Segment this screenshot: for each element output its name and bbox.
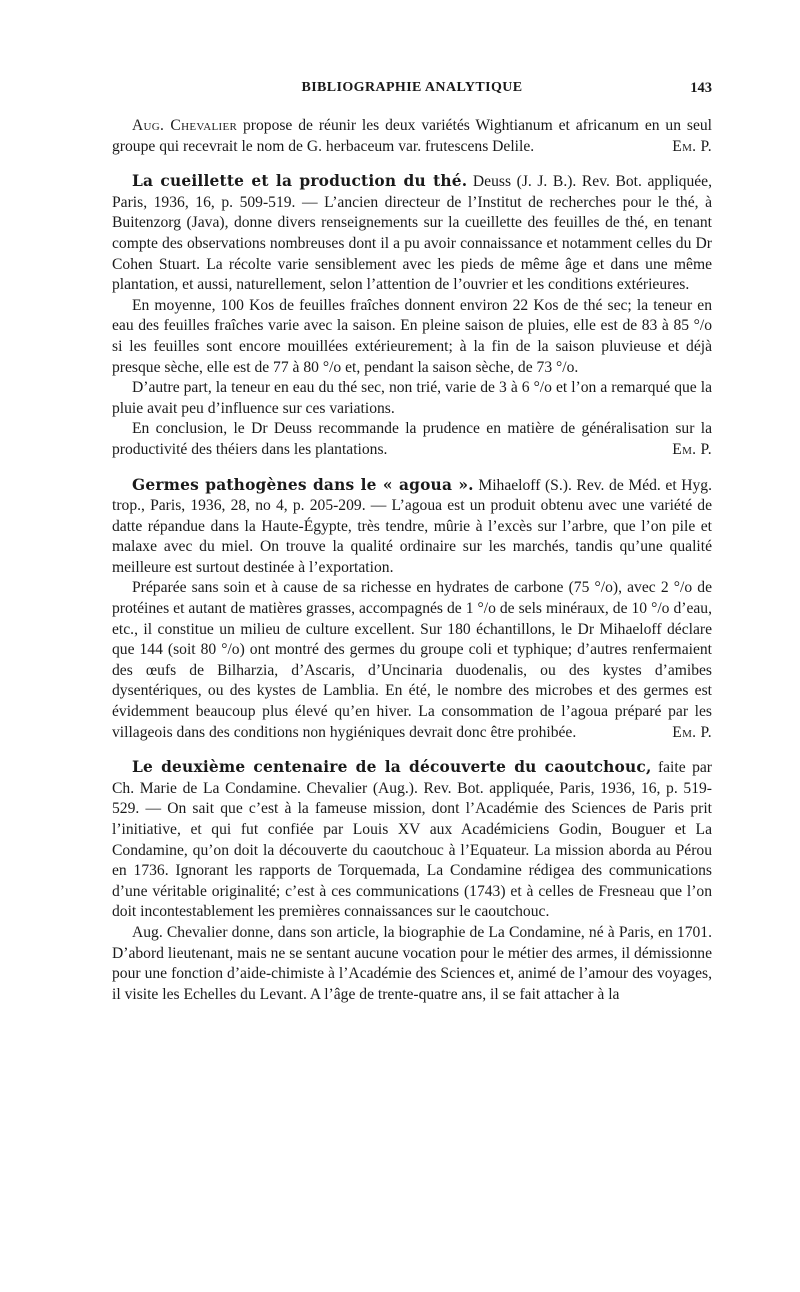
intro-text: propose de réunir les deux variétés Wightianum et africanum en un seul groupe qui recevrait le nom de G. herbaceum var. frutescens Delile.: [112, 117, 712, 155]
entry1-first-paragraph: [112, 171, 712, 296]
entry1-last-paragraph: [112, 419, 712, 460]
entry2-last-paragraph: [112, 578, 712, 743]
entry1-citation: Deuss (J. J. B.). Rev. Bot. appliquée, Paris, 1936, 16, p. 509-519.: [112, 173, 713, 211]
entry2-citation: Mihaeloff (S.). Rev. de Méd. et Hyg. trop., Paris, 1936, 28, no 4, p. 205-209.: [112, 476, 712, 515]
entry-agoua: [112, 475, 712, 744]
entry3-first-paragraph: [112, 757, 712, 923]
entry2-title: Germes pathogènes dans le « agoua ».: [132, 475, 474, 494]
entry1-body-3: D’autre part, la teneur en eau du thé sec, non trié, varie de 3 à 6 °/o et l’on a remarqué que la pluie avait peu d’influence sur ces variations.: [112, 379, 712, 417]
entry1-body-1: — L’ancien directeur de l’Institut de recherches pour le thé, à Buitenzorg (Java), donne divers renseignements sur la cueillette des feuilles de thé, en tenant compte des observations nombreuses dont il a pu avoir connaissance et notamment celles du Dr Cohen Stuart. La récolte varie sensiblement avec les pieds de même âge et dans une même plantation, et aussi, naturellement, selon l’attention de l’ouvrier et les conditions extérieures.: [112, 193, 713, 294]
intro-signature: Em. P.: [672, 137, 712, 155]
entry1-title: La cueillette et la production du thé.: [132, 172, 468, 191]
page-header: [112, 78, 712, 100]
entry2-body-1: — L’agoua est un produit obtenu avec une variété de datte répandue dans la Haute-Égypte, très tendre, mûrie à l’excès sur l’arbre, que l’on pile et malaxe avec du miel. On trouve la qualité ordinaire sur les marchés, tandis qu’une qualité meilleure est surtout destinée à l’exportation.: [112, 497, 712, 576]
entry3-title: Le deuxième centenaire de la découverte du caoutchouc,: [132, 758, 652, 777]
entry2-signature: Em. P.: [672, 723, 712, 741]
entry2-first-paragraph: [112, 475, 712, 579]
page-number: 143: [690, 80, 712, 96]
entry2-body-2: Préparée sans soin et à cause de sa richesse en hydrates de carbone (75 °/o), avec 2 °/o de protéines et autant de matières grasses, accompagnés de 1 °/o de sels minéraux, de 10 °/o d’eau, etc., il constitue un milieu de culture excellent. Sur 180 échantillons, le Dr Mihaeloff déclare que 144 (soit 80 °/o) ont montré des germes du groupe coli et typhique; d’autres renfermaient des œufs de Bilharzia, d’Ascaris, d’Uncinaria duodenalis, ou des kystes d’amibes dysentériques, ou des kystes de Lamblia. En été, le nombre des microbes et des germes est évidemment beaucoup plus élevé qu’en hiver. La consommation de l’agoua préparé par les villageois dans des conditions non hygiéniques devrait donc être prohibée.: [112, 579, 712, 741]
entry-caoutchouc: [112, 757, 712, 1005]
entry-tea-harvest: [112, 171, 712, 460]
intro-author: Aug. Chevalier: [132, 117, 238, 134]
entry1-signature: Em. P.: [672, 440, 712, 458]
entry1-body-4: En conclusion, le Dr Deuss recommande la prudence en matière de généralisation sur la productivité des théiers dans les plantations.: [112, 420, 712, 458]
entry3-body-1: — On sait que c’est à la fameuse mission, dont l’Académie des Sciences de Paris prit l’initiative, et qui fut confiée par Louis XV aux Académiciens Godin, Bouguer et La Condamine, qu’on doit la découverte du caoutchouc à l’Equateur. La mission aborda au Pérou en 1736. Ignorant les rapports de Torquemada, La Condamine rédigea des communications d’une véritable originalité; c’est à ces communications (1743) et à celles de Fresneau que l’on doit incontestablement les premières connaissances sur le caoutchouc.: [112, 800, 712, 921]
intro-paragraph: [112, 116, 712, 157]
entry3-body-2: Aug. Chevalier donne, dans son article, la biographie de La Condamine, né à Paris, en 1701. D’abord lieutenant, mais ne se sentant aucune vocation pour le métier des armes, il démissionne pour une fonction d’aide-chimiste à l’Académie des Sciences et, animé de l’amour des voyages, il visite les Echelles du Levant. A l’âge de trente-quatre ans, il se fait attacher à la: [112, 923, 712, 1003]
document-page: [112, 78, 712, 1005]
entry1-body-2: En moyenne, 100 Kos de feuilles fraîches donnent environ 22 Kos de thé sec; la teneur en eau des feuilles fraîches varie avec la saison. En pleine saison de pluies, elle est de 83 à 85 °/o si les feuilles sont encore mouillées extérieurement; à la fin de la saison pluvieuse et déjà presque sèche, elle est de 77 à 80 °/o et, pendant la saison sèche, de 73 °/o.: [112, 296, 712, 376]
running-title: BIBLIOGRAPHIE ANALYTIQUE: [301, 80, 523, 95]
entry3-citation: faite par Ch. Marie de La Condamine. Chevalier (Aug.). Rev. Bot. appliquée, Paris, 1936, 16, p. 519-529.: [112, 759, 712, 818]
